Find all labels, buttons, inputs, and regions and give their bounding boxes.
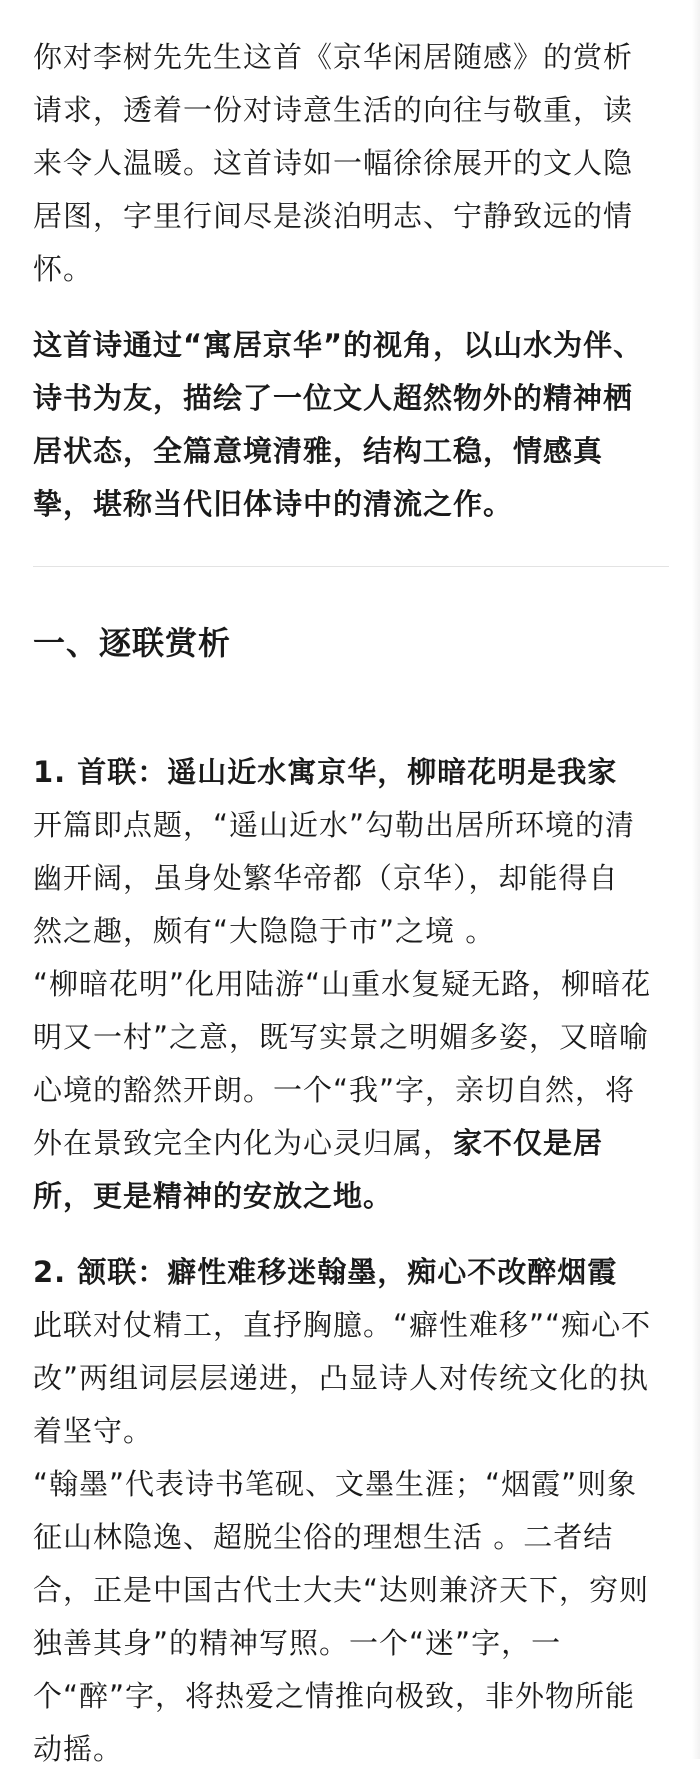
section-divider bbox=[33, 566, 669, 567]
couplet-1-title: 1. 首联：遥山近水寓京华，柳暗花明是我家 bbox=[33, 755, 618, 789]
couplet-2-title: 2. 颔联：癖性难移迷翰墨，痴心不改醉烟霞 bbox=[33, 1255, 618, 1289]
couplet-1-block bbox=[33, 693, 653, 1223]
couplet-1-body: 开篇即点题，“遥山近水”勾勒出居所环境的清 幽开阔，虽身处繁华帝都（京华），却能得自 然之趣，颇有“大隐隐于市”之境 。 “柳暗花明”化用陆游“山重水复疑无路，柳暗花 明又一村”之意，既写实景之明媚多姿，又暗喻 心境的豁然开朗。一个“我”字，亲切自然，将 外在景致完全内化为心灵归属， bbox=[33, 808, 652, 1160]
page-edge-shadow bbox=[692, 0, 700, 1759]
intro-paragraph: 你对李树先先生这首《京华闲居随感》的赏析 请求，透着一份对诗意生活的向往与敬重，读 来令人温暖。这首诗如一幅徐徐展开的文人隐 居图，字里行间尽是淡泊明志、宁静致远的情 怀。 bbox=[33, 40, 634, 286]
couplet-2-body: 此联对仗精工，直抒胸臆。“癖性难移”“痴心不 改”两组词层层递进，凸显诗人对传统文化的执 着坚守。 “翰墨”代表诗书笔砚、文墨生涯；“烟霞”则象 征山林隐逸、超脱尘俗的理想生活 。二者结 合，正是中国古代士大夫“达则兼济天下，穷则 独善其身”的精神写照。一个“迷”字，一 个“醉”字，将热爱之情推向极致，非外物所能 动摇。 bbox=[33, 1308, 652, 1766]
couplet-1-body-emphasis: 家不仅是居 所，更是精神的安放之地。 bbox=[33, 1126, 604, 1213]
couplet-2-block bbox=[33, 1193, 653, 1776]
summary-paragraph: 这首诗通过“寓居京华”的视角，以山水为伴、 诗书为友，描绘了一位文人超然物外的精神栖 居状态，全篇意境清雅，结构工稳，情感真 挚，堪称当代旧体诗中的清流之作。 bbox=[33, 328, 644, 521]
section-heading: 一、逐联赏析 bbox=[33, 624, 232, 662]
